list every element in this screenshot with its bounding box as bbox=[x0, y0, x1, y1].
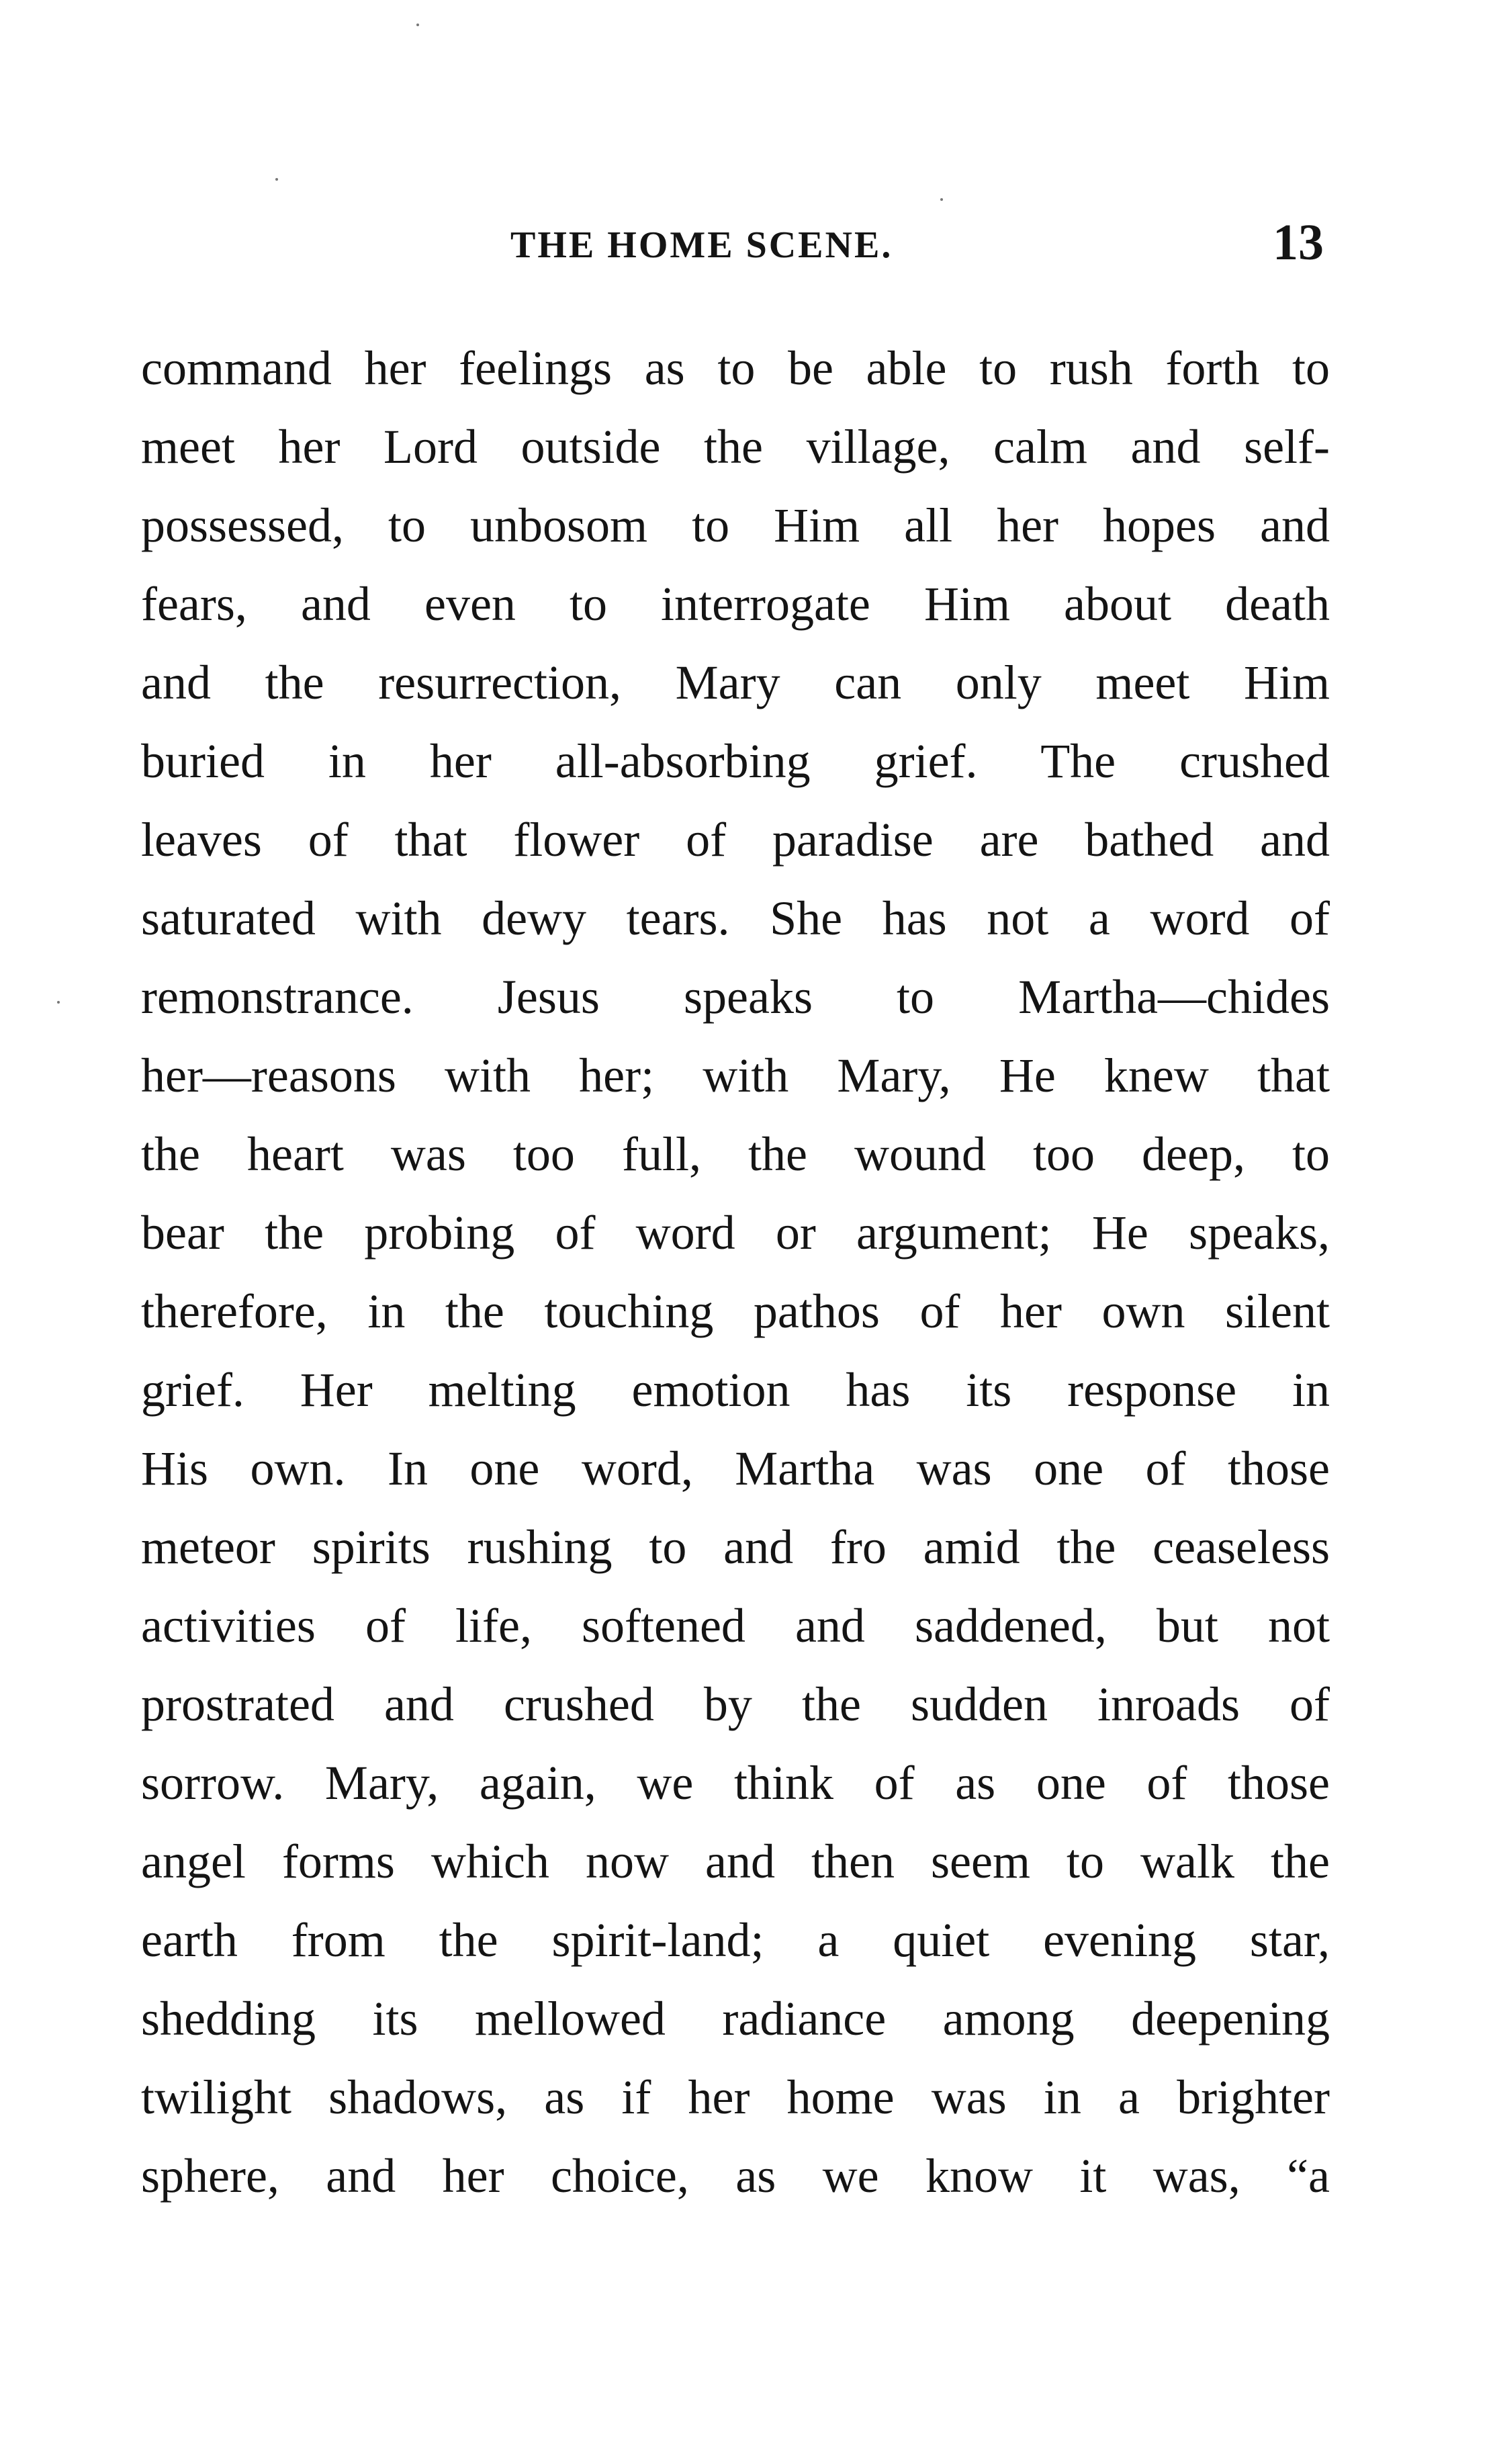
text-line: fears, and even to interrogate Him about death bbox=[141, 577, 1330, 631]
text-line: activities of life, softened and saddened, but not bbox=[141, 1599, 1330, 1653]
scan-speck bbox=[940, 198, 943, 201]
text-line: therefore, in the touching pathos of her own silent bbox=[141, 1284, 1330, 1338]
text-line: grief. Her melting emotion has its response in bbox=[141, 1363, 1330, 1417]
text-line: meet her Lord outside the village, calm and self- bbox=[141, 420, 1330, 474]
text-line: bear the probing of word or argument; He speaks, bbox=[141, 1206, 1330, 1260]
text-line: earth from the spirit-land; a quiet evening star, bbox=[141, 1913, 1330, 1967]
text-line: possessed, to unbosom to Him all her hopes and bbox=[141, 498, 1330, 552]
text-line: saturated with dewy tears. She has not a word of bbox=[141, 891, 1330, 945]
text-line: shedding its mellowed radiance among deepening bbox=[141, 1992, 1330, 2045]
text-line: and the resurrection, Mary can only meet Him bbox=[141, 656, 1330, 709]
text-line: sphere, and her choice, as we know it was, “a bbox=[141, 2149, 1330, 2203]
text-line: her—reasons with her; with Mary, He knew that bbox=[141, 1049, 1330, 1102]
text-line: sorrow. Mary, again, we think of as one of those bbox=[141, 1756, 1330, 1810]
scan-speck bbox=[416, 24, 419, 26]
text-line: twilight shadows, as if her home was in a brighter bbox=[141, 2070, 1330, 2124]
text-line: His own. In one word, Martha was one of those bbox=[141, 1442, 1330, 1495]
text-line: the heart was too full, the wound too deep, to bbox=[141, 1127, 1330, 1181]
text-line: leaves of that flower of paradise are bathed and bbox=[141, 813, 1330, 867]
chapter-title: THE HOME SCENE. bbox=[510, 224, 893, 266]
text-line: angel forms which now and then seem to walk the bbox=[141, 1835, 1330, 1888]
text-line: meteor spirits rushing to and fro amid the ceaseless bbox=[141, 1520, 1330, 1574]
running-head bbox=[0, 214, 1491, 272]
text-line: buried in her all-absorbing grief. The crushed bbox=[141, 734, 1330, 788]
text-line: remonstrance. Jesus speaks to Martha—chides bbox=[141, 970, 1330, 1024]
scan-speck bbox=[275, 178, 278, 181]
page-number: 13 bbox=[1273, 214, 1324, 271]
text-line: command her feelings as to be able to rush forth to bbox=[141, 341, 1330, 395]
text-line: prostrated and crushed by the sudden inroads of bbox=[141, 1677, 1330, 1731]
body-text bbox=[141, 329, 1330, 2215]
scan-speck bbox=[57, 1001, 60, 1004]
